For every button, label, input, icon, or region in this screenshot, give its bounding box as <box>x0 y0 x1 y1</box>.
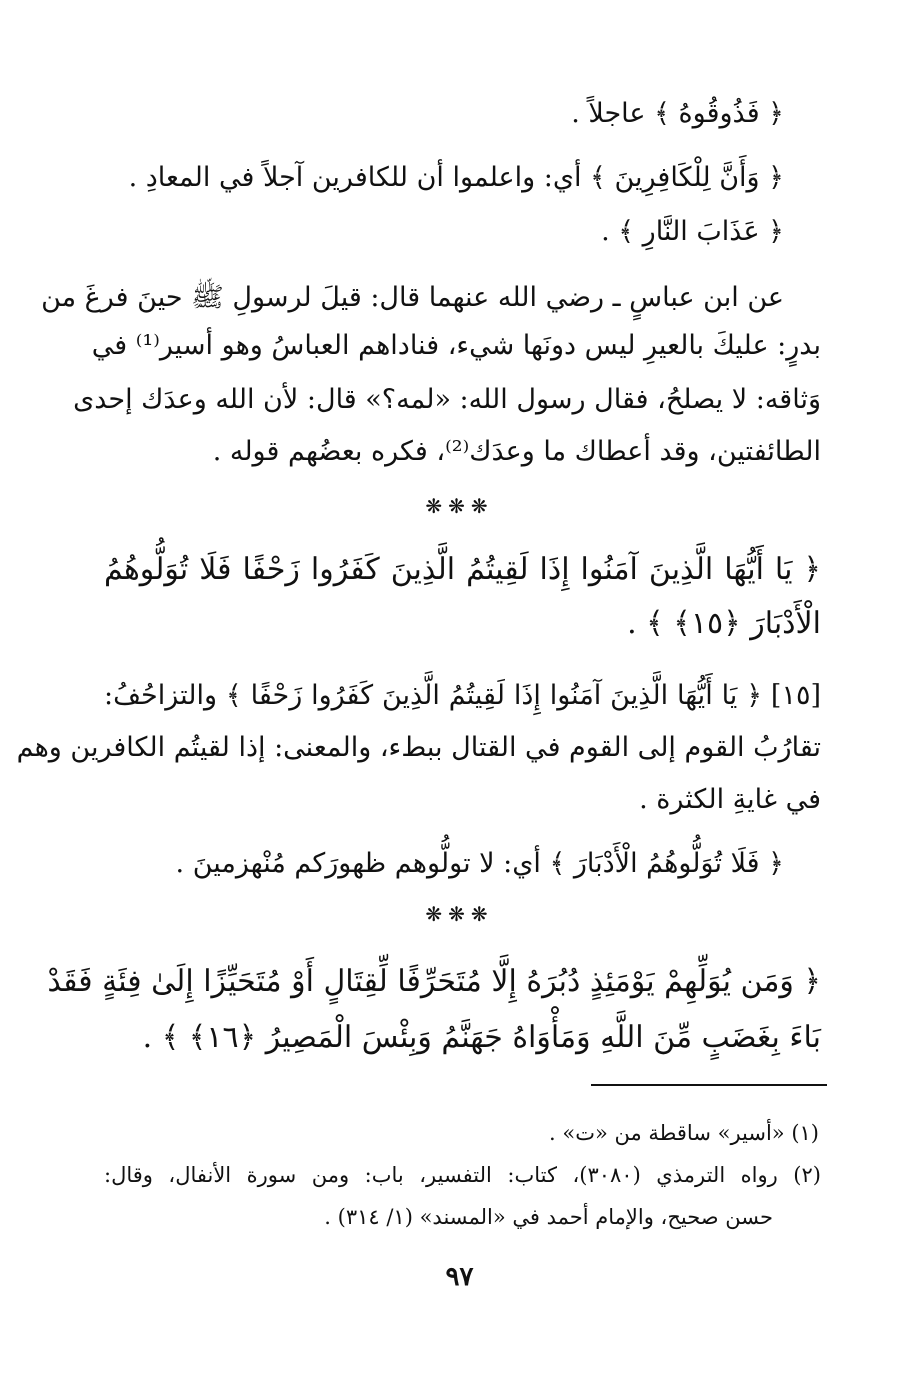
commentary-line: [١٥] ﴿ يَا أَيُّهَا الَّذِينَ آمَنُوا إِذَا لَقِيتُمُ الَّذِينَ كَفَرُوا زَحْفًا ﴾ والتزاحُفُ: <box>104 680 821 711</box>
verse-line: ﴿ يَا أَيُّهَا الَّذِينَ آمَنُوا إِذَا لَقِيتُمُ الَّذِينَ كَفَرُوا زَحْفًا فَلَا تُوَلُّوهُمُ <box>104 552 821 587</box>
footnote-2: (٢) رواه الترمذي (٣٠٨٠)، كتاب: التفسير، باب: ومن سورة الأنفال، وقال: <box>104 1163 821 1187</box>
hadith-line: وَثاقه: لا يصلحُ، فقال رسول الله: «لمه؟» قال: لأن الله وعدَك إحدى <box>73 384 821 415</box>
verse-line: ﴿ وَمَن يُوَلِّهِمْ يَوْمَئِذٍ دُبُرَهُ إِلَّا مُتَحَرِّفًا لِّقِتَالٍ أَوْ مُتَحَيِّزًا إِلَىٰ فِئَةٍ فَقَدْ <box>47 964 821 999</box>
hadith-line: بدرٍ: عليكَ بالعيرِ ليس دونَها شيء، فناداهم العباسُ وهو أسير⁽¹⁾ في <box>91 330 821 361</box>
commentary-line: تقارُبُ القوم إلى القوم في القتال ببطء، والمعنى: إذا لقيتُم الكافرين وهم <box>16 732 821 763</box>
hadith-line: عن ابن عباسٍ ـ رضي الله عنهما قال: قيلَ لرسولِ ﷺ حينَ فرغَ من <box>41 282 784 313</box>
verse-line: ﴿ فَذُوقُوهُ ﴾ عاجلاً . <box>571 98 784 129</box>
footnote-2-continuation: حسن صحيح، والإمام أحمد في «المسند» (١/ ٣١٤) . <box>324 1205 773 1229</box>
commentary-line: في غايةِ الكثرة . <box>639 784 821 815</box>
footnote-rule <box>591 1084 827 1086</box>
hadith-line: الطائفتين، وقد أعطاك ما وعدَك⁽²⁾، فكره بعضُهم قوله . <box>212 436 821 467</box>
verse-line: الْأَدْبَارَ ﴿١٥﴾ ﴾ . <box>627 606 821 641</box>
footnote-1: (١) «أسير» ساقطة من «ت» . <box>549 1121 819 1145</box>
section-separator: ❋❋❋ <box>425 902 494 926</box>
page-number: ٩٧ <box>445 1262 474 1292</box>
section-separator: ❋❋❋ <box>425 494 494 518</box>
verse-line: ﴿ عَذَابَ النَّارِ ﴾ . <box>601 216 784 247</box>
verse-line: بَاءَ بِغَضَبٍ مِّنَ اللَّهِ وَمَأْوَاهُ جَهَنَّمُ وَبِئْسَ الْمَصِيرُ ﴿١٦﴾ ﴾ . <box>142 1020 821 1055</box>
commentary-line: ﴿ فَلَا تُوَلُّوهُمُ الْأَدْبَارَ ﴾ أي: لا تولُّوهم ظهورَكم مُنْهزمينَ . <box>175 848 784 879</box>
commentary-line: ﴿ وَأَنَّ لِلْكَافِرِينَ ﴾ أي: واعلموا أن للكافرين آجلاً في المعادِ . <box>128 162 784 193</box>
